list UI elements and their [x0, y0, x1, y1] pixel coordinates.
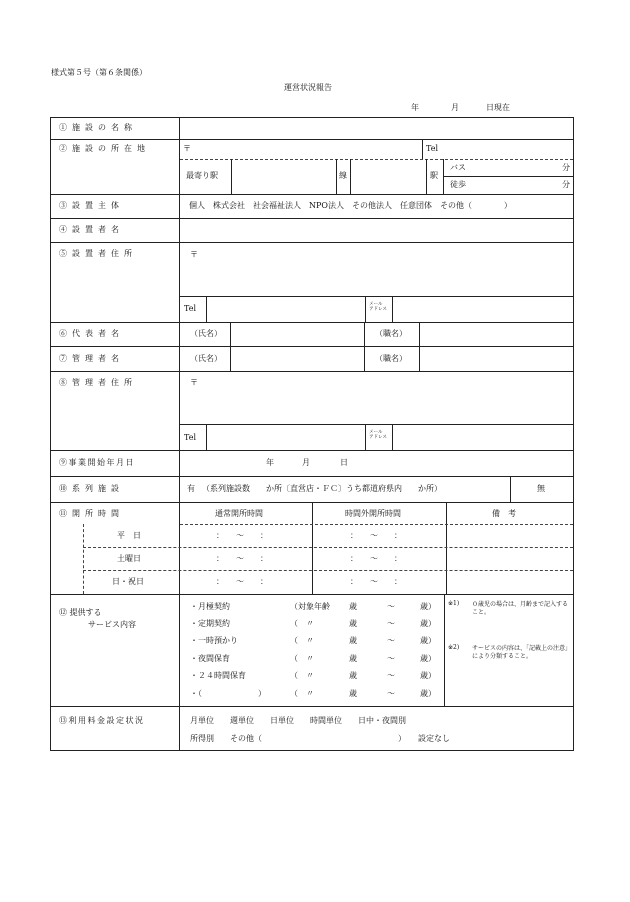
service-age-close: 歳）	[420, 602, 436, 611]
date-month-label: 月	[451, 103, 459, 112]
affiliated-yes-option[interactable]: 有	[187, 484, 195, 493]
walk-label: 徒歩	[450, 180, 466, 189]
establisher-name-field[interactable]	[181, 220, 571, 240]
facility-name-field[interactable]	[181, 119, 571, 137]
date-year-label: 年	[411, 103, 419, 112]
service-age-open: （ 〃	[290, 636, 314, 645]
establisher-address-label: ⑤設置者住所	[59, 249, 137, 258]
page-title: 運営状況報告	[284, 83, 332, 92]
notes-header: 備 考	[492, 509, 516, 518]
station-field[interactable]	[352, 161, 424, 192]
saturday-regular-time[interactable]: ： 〜 ：	[216, 554, 272, 563]
service-other[interactable]: ・（ ）	[190, 689, 266, 698]
weekday-label: 平 日	[117, 531, 141, 540]
manager-title-field[interactable]	[421, 348, 571, 369]
service-age-unit: 歳	[349, 619, 357, 628]
weekday-regular-time[interactable]: ： 〜 ：	[216, 531, 272, 540]
service-age-unit: 歳	[349, 671, 357, 680]
regular-hours-header: 通常開所時間	[215, 509, 263, 518]
service-age-close: 歳）	[420, 619, 436, 628]
services-label-line2: サービス内容	[88, 620, 136, 629]
saturday-label: 土曜日	[117, 554, 141, 563]
service-age-tilde: 〜	[387, 602, 395, 611]
establisher-email-field[interactable]	[394, 298, 571, 320]
affiliated-detail: （系列施設数 か所〔直営店・ＦＣ〕うち都道府県内 か所）	[202, 484, 442, 493]
note1-text: ０歳児の場合は、月齢まで記入すること。	[472, 601, 569, 617]
service-age-open: （ 〃	[290, 671, 314, 680]
representative-name-caption: （氏名）	[190, 329, 222, 338]
establishing-entity-label: ③設置主体	[59, 201, 124, 210]
establisher-address-field[interactable]	[200, 244, 570, 294]
service-age-open: （対象年齢	[290, 602, 330, 611]
note1-mark: ※1)	[448, 600, 460, 607]
service-age-tilde: 〜	[387, 619, 395, 628]
saturday-extra-time[interactable]: ： 〜 ：	[350, 554, 406, 563]
establisher-email-label: メール アドレス	[369, 302, 387, 313]
affiliated-no-option[interactable]: 無	[537, 484, 545, 493]
service-age-close: 歳）	[420, 671, 436, 680]
nearest-station-label: 最寄り駅	[186, 171, 218, 180]
service-age-open: （ 〃	[290, 689, 314, 698]
service-age-close: 歳）	[420, 636, 436, 645]
manager-address-field[interactable]	[200, 373, 570, 422]
manager-title-caption: （職名）	[375, 354, 407, 363]
railway-line-field[interactable]	[233, 161, 334, 192]
manager-name-label: ⑦管理者名	[59, 354, 124, 363]
fee-settings-label: ⑬利用料金設定状況	[59, 716, 145, 725]
facility-tel-label: Tel	[426, 144, 439, 153]
service-fixed-term[interactable]: ・定期契約	[190, 619, 230, 628]
service-age-tilde: 〜	[387, 636, 395, 645]
holiday-extra-time[interactable]: ： 〜 ：	[350, 577, 406, 586]
extra-hours-header: 時間外開所時間	[345, 509, 401, 518]
manager-email-field[interactable]	[394, 426, 571, 448]
services-label-line1: ⑫ 提供する	[59, 608, 102, 617]
representative-title-caption: （職名）	[375, 329, 407, 338]
walk-minutes-label: 分	[562, 180, 570, 189]
manager-name-field[interactable]	[232, 348, 362, 369]
representative-name-label: ⑥代表者名	[59, 329, 124, 338]
service-age-close: 歳）	[420, 689, 436, 698]
service-age-tilde: 〜	[387, 671, 395, 680]
manager-postal-mark: 〒	[190, 378, 198, 387]
note2-mark: ※2)	[448, 644, 460, 651]
affiliated-facilities-label: ⑩系列施設	[59, 484, 124, 493]
representative-name-field[interactable]	[232, 324, 362, 344]
establisher-tel-field[interactable]	[208, 298, 363, 320]
manager-tel-field[interactable]	[208, 426, 363, 448]
service-age-open: （ 〃	[290, 619, 314, 628]
business-start-date-label: ⑨事業開始年月日	[59, 458, 135, 467]
opening-hours-label: ⑪開所時間	[59, 509, 124, 518]
station-label: 駅	[430, 171, 438, 180]
manager-address-label: ⑧管理者住所	[59, 378, 137, 387]
establisher-name-label: ④設置者名	[59, 225, 124, 234]
manager-name-caption: （氏名）	[190, 354, 222, 363]
holiday-label: 日・祝日	[112, 577, 144, 586]
start-day-label: 日	[340, 458, 348, 467]
establisher-postal-mark: 〒	[190, 250, 198, 259]
fee-settings-options-line1[interactable]: 月単位 週単位 日単位 時間単位 日中・夜間別	[190, 716, 406, 725]
weekday-extra-time[interactable]: ： 〜 ：	[350, 531, 406, 540]
service-monthly[interactable]: ・月極契約	[190, 602, 230, 611]
bus-minutes-label: 分	[562, 163, 570, 172]
start-month-label: 月	[302, 458, 310, 467]
facility-postal-mark: 〒	[183, 144, 191, 153]
bus-label: バス	[450, 163, 466, 172]
facility-name-label: ①施設の名称	[59, 123, 137, 132]
note2-text: サービスの内容は、「記載上の注意」により分類すること。	[472, 645, 572, 661]
service-age-unit: 歳	[349, 689, 357, 698]
date-day-label: 日現在	[486, 103, 510, 112]
facility-tel-field[interactable]	[446, 141, 570, 157]
manager-tel-label: Tel	[184, 433, 197, 442]
service-age-tilde: 〜	[387, 689, 395, 698]
fee-settings-options-line2[interactable]: 所得別 その他（ ） 設定なし	[190, 734, 450, 743]
service-age-unit: 歳	[349, 654, 357, 663]
service-age-unit: 歳	[349, 636, 357, 645]
service-24h[interactable]: ・２４時間保育	[190, 671, 246, 680]
service-age-close: 歳）	[420, 654, 436, 663]
line-label: 線	[339, 171, 347, 180]
service-age-open: （ 〃	[290, 654, 314, 663]
representative-title-field[interactable]	[421, 324, 571, 344]
start-year-label: 年	[266, 458, 274, 467]
holiday-regular-time[interactable]: ： 〜 ：	[216, 577, 272, 586]
establisher-tel-label: Tel	[184, 304, 197, 313]
form-number: 様式第５号（第６条関係）	[51, 68, 147, 77]
service-age-tilde: 〜	[387, 654, 395, 663]
service-night[interactable]: ・夜間保育	[190, 654, 230, 663]
manager-email-label: メール アドレス	[369, 430, 387, 441]
service-temporary[interactable]: ・一時預かり	[190, 636, 238, 645]
facility-address-label: ②施設の所在地	[59, 144, 150, 153]
facility-address-field[interactable]	[194, 141, 420, 157]
entity-type-options[interactable]: 個人 株式会社 社会福祉法人 NPO法人 その他法人 任意団体 その他（ ）	[189, 201, 512, 210]
service-age-unit: 歳	[349, 602, 357, 611]
